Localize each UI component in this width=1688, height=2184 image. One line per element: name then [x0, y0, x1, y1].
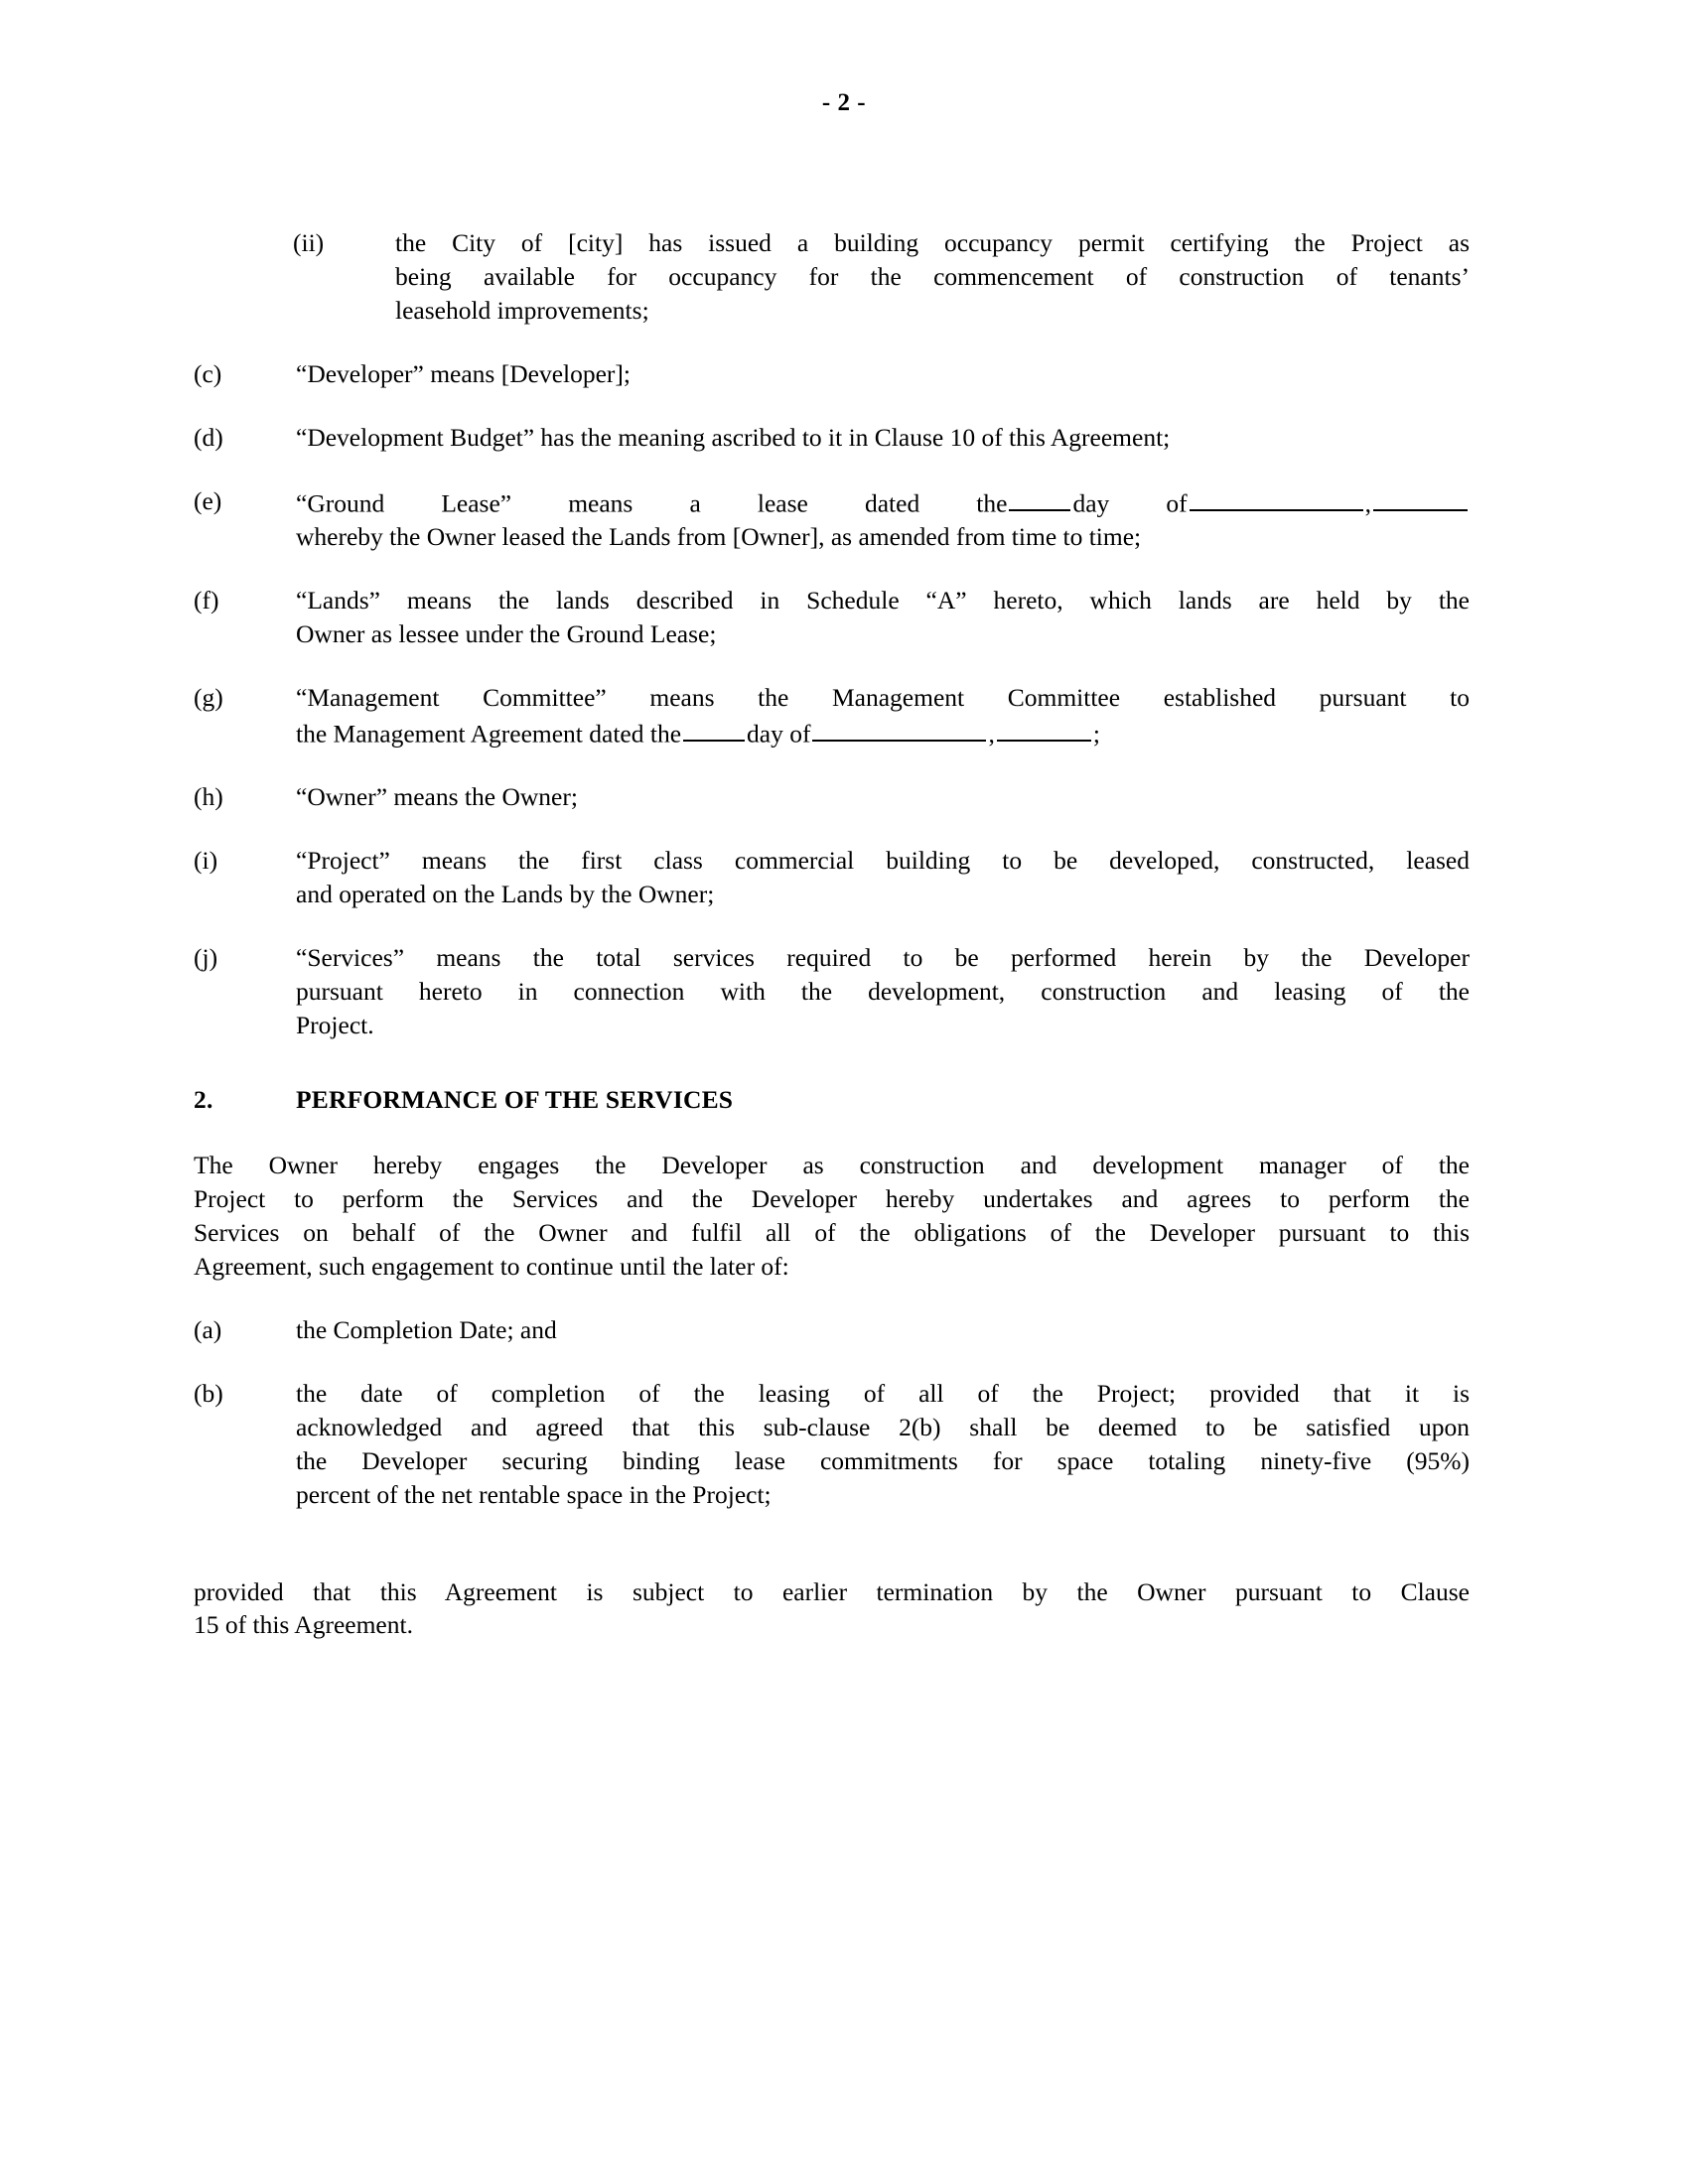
clause-text [395, 226, 1470, 328]
paragraph-line: Services on behalf of the Owner and fulfil all of the obligations of the Developer pursuant to this [194, 1218, 1470, 1248]
clause-text [296, 780, 1470, 814]
blank-field-year[interactable] [997, 715, 1091, 743]
paragraph-line: Project to perform the Services and the Developer hereby undertakes and agrees to perform the [194, 1184, 1470, 1214]
blank-field-month[interactable] [1190, 484, 1363, 512]
clause-line: “Management Committee” means the Management Committee established pursuant to [296, 682, 1470, 712]
clause-text [296, 421, 1470, 455]
clause-marker: (c) [194, 358, 222, 388]
blank-field-day[interactable] [1009, 484, 1070, 512]
clause-text [296, 681, 1470, 751]
page-number: - 2 - [821, 89, 867, 116]
clause-marker: (j) [194, 942, 218, 972]
blank-field-day[interactable] [683, 715, 745, 743]
subclause-line: the Completion Date; and [296, 1315, 557, 1345]
subclause-line: acknowledged and agreed that this sub-clause 2(b) shall be deemed to be satisfied upon [296, 1412, 1470, 1441]
clause-line: “Developer” means [Developer]; [296, 358, 631, 388]
clause-i [194, 844, 1470, 911]
clause-text-segment: ; [1092, 719, 1100, 749]
clause-text [296, 844, 1470, 911]
subclause-text [296, 1313, 1470, 1347]
clause-d [194, 421, 1470, 455]
clause-line: and operated on the Lands by the Owner; [296, 879, 715, 908]
paragraph-line: The Owner hereby engages the Developer as construction and development manager of the [194, 1151, 1470, 1180]
section-title: PERFORMANCE OF THE SERVICES [296, 1085, 734, 1115]
clause-j [194, 941, 1470, 1042]
clause-marker: (g) [194, 682, 223, 712]
subclause-line: the Developer securing binding lease commitments for space totaling ninety-five (95%) [296, 1445, 1470, 1475]
clause-marker: (d) [194, 422, 223, 452]
clause-g [194, 681, 1470, 751]
clause-marker: (e) [194, 485, 222, 515]
subclause-text [296, 1377, 1470, 1512]
clause-line: “Lands” means the lands described in Schedule “A” hereto, which lands are held by the [296, 585, 1470, 614]
clause-text-segment: , [988, 719, 995, 749]
section-heading [194, 1085, 1470, 1115]
subclause-line: the date of completion of the leasing of all of the Project; provided that it is [296, 1378, 1470, 1408]
clause-line: the City of [city] has issued a building occupancy permit certifying the Project as [395, 228, 1470, 257]
clause-line: “Owner” means the Owner; [296, 781, 578, 811]
clause-line: “Project” means the first class commercial building to be developed, constructed, leased [296, 845, 1470, 875]
clause-text [296, 941, 1470, 1042]
paragraph-spacer [194, 1542, 1470, 1575]
clause-line: Project. [296, 1010, 374, 1039]
document-body [194, 226, 1470, 1672]
clause-text [296, 584, 1470, 651]
subclause-marker: (a) [194, 1315, 222, 1345]
clause-text-segment: the Management Agreement dated the [296, 719, 682, 749]
clause-line: pursuant hereto in connection with the development, construction and leasing of the [296, 976, 1470, 1006]
clause-text [296, 357, 1470, 391]
clause-e [194, 484, 1470, 554]
subclause-a [194, 1313, 1470, 1347]
paragraph-line: provided that this Agreement is subject to earlier termination by the Owner pursuant to Clause [194, 1576, 1470, 1606]
clause-text-segment: , [1364, 488, 1371, 518]
clause-line: Owner as lessee under the Ground Lease; [296, 618, 717, 648]
clause-marker: (ii) [293, 228, 325, 257]
section-number: 2. [194, 1085, 213, 1115]
clause-h [194, 780, 1470, 814]
clause-line: being available for occupancy for the commencement of construction of tenants’ [395, 261, 1470, 291]
subclause-b [194, 1377, 1470, 1512]
section-intro-paragraph [194, 1149, 1470, 1284]
paragraph-line: Agreement, such engagement to continue until the later of: [194, 1252, 789, 1282]
clause-marker: (f) [194, 585, 219, 614]
clause-marker: (h) [194, 781, 223, 811]
clause-line: “Development Budget” has the meaning ascribed to it in Clause 10 of this Agreement; [296, 422, 1171, 452]
blank-field-year[interactable] [1373, 484, 1468, 512]
clause-f [194, 584, 1470, 651]
clause-text-segment: day of [1072, 488, 1188, 518]
clause-line: whereby the Owner leased the Lands from [Owner], as amended from time to time; [296, 521, 1142, 551]
clause-line: “Services” means the total services required to be performed herein by the Developer [296, 942, 1470, 972]
closing-paragraph [194, 1575, 1470, 1643]
clause-text-segment: day of [747, 719, 811, 749]
clause-line-with-blanks [296, 484, 1470, 520]
paragraph-line: 15 of this Agreement. [194, 1610, 413, 1640]
clause-marker: (i) [194, 845, 218, 875]
clause-ii [194, 226, 1470, 328]
clause-text-segment: “Ground Lease” means a lease dated the [296, 488, 1008, 518]
clause-c [194, 357, 1470, 391]
blank-field-month[interactable] [812, 715, 986, 743]
subclause-line: percent of the net rentable space in the Project; [296, 1479, 772, 1509]
subclause-marker: (b) [194, 1378, 223, 1408]
clause-line: leasehold improvements; [395, 295, 649, 325]
clause-text [296, 484, 1470, 554]
clause-line-with-blanks [296, 715, 1470, 751]
